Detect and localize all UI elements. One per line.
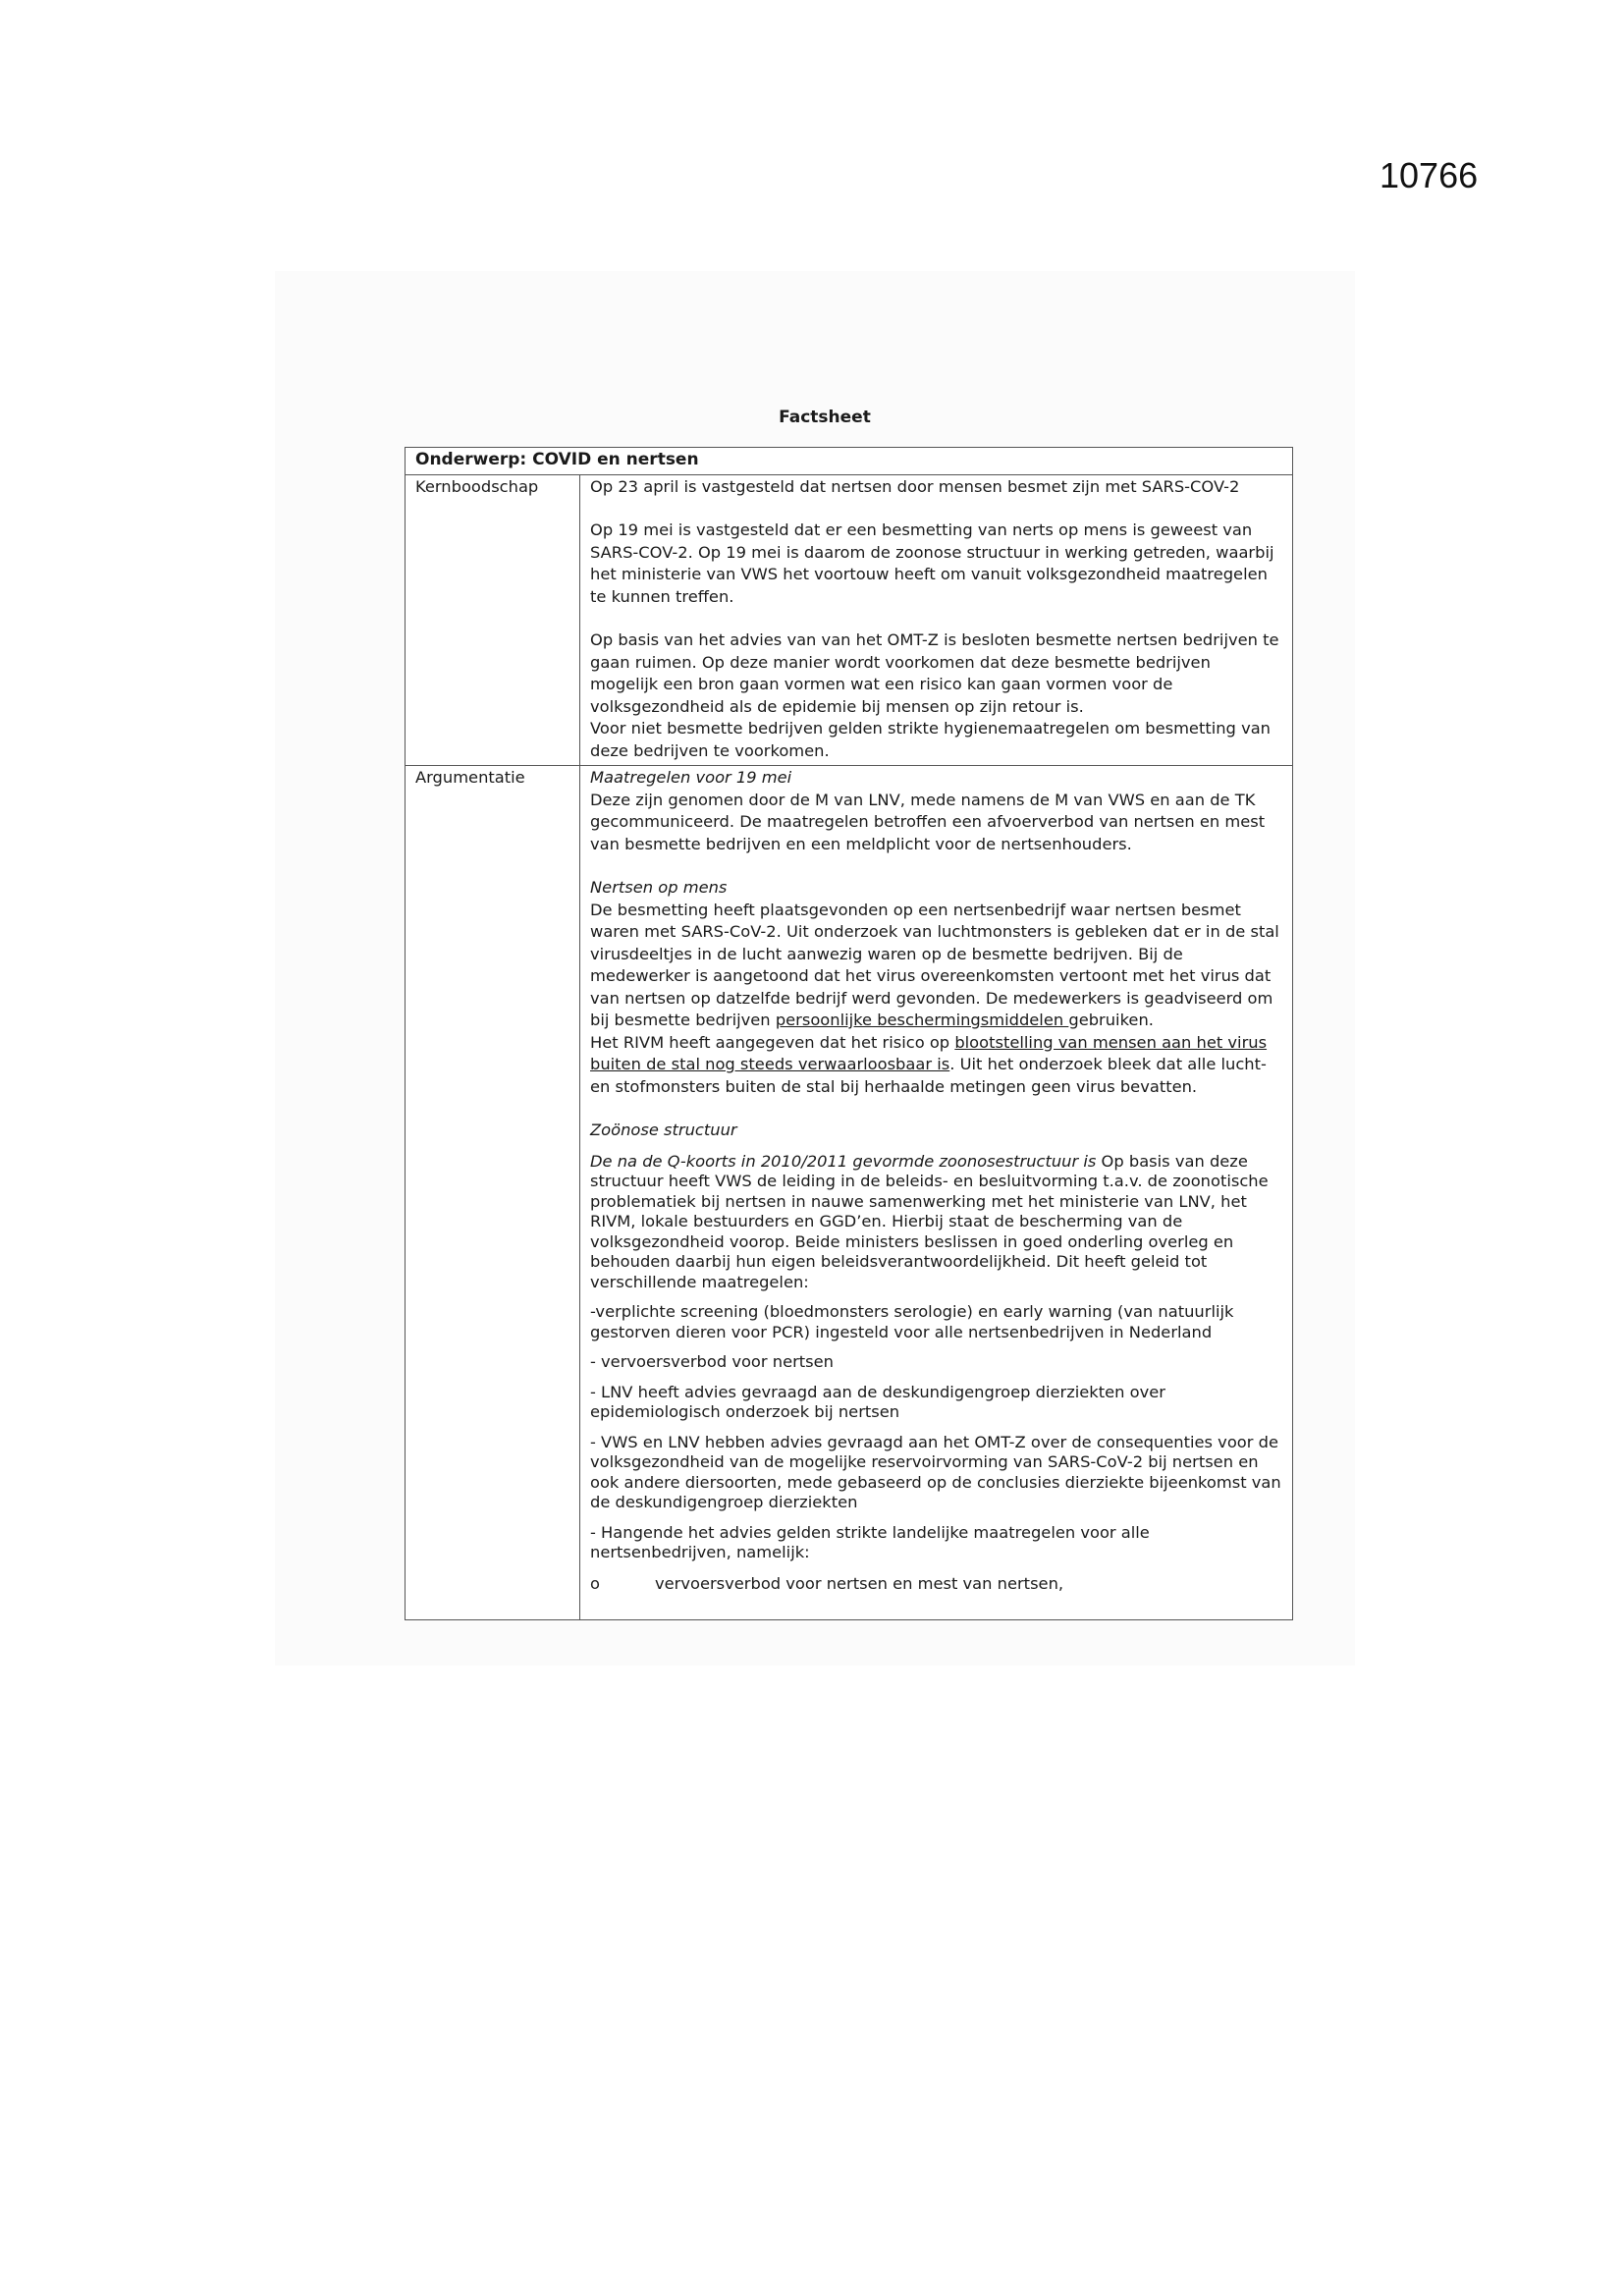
paragraph-text: . Uit het onderzoek bleek dat alle lucht- en stofmonsters buiten de stal bij herhaalde metingen geen virus bevatten.	[590, 1055, 1267, 1096]
subject-row	[406, 448, 1293, 475]
argumentatie-label: Argumentatie	[406, 766, 580, 1620]
paragraph-text: Op basis van deze structuur heeft VWS de leiding in de beleids- en besluitvorming t.a.v. de zoonotische problematiek bij nertsen in nauwe samenwerking met het ministerie van LNV, het RIVM, lokale bestuurders en GGD’en. Hierbij staat de bescherming van de volksgezondheid voorop. Beide ministers beslissen in goed onderling overleg en behouden daarbij hun eigen beleidsverantwoordelijkheid. Dit heeft geleid tot verschillende maatregelen:	[590, 1151, 1269, 1291]
measure-item: - vervoersverbod voor nertsen	[590, 1352, 834, 1371]
argumentatie-paragraph: Deze zijn genomen door de M van LNV, mede namens de M van VWS en aan de TK gecommuniceerd. De maatregelen betroffen een afvoerverbod van nertsen en mest van besmette bedrijven en een meldplicht voor de nertsenhouders.	[590, 790, 1266, 853]
measure-item: - Hangende het advies gelden strikte landelijke maatregelen voor alle nertsenbedrijven, namelijk:	[590, 1522, 1150, 1561]
bullet-item	[590, 1573, 1282, 1596]
paragraph-text: gebruiken.	[1068, 1011, 1154, 1029]
paragraph-text: De besmetting heeft plaatsgevonden op een nertsenbedrijf waar nertsen besmet waren met SARS-CoV-2. Uit onderzoek van luchtmonsters is gebleken dat er in de stal virusdeeltjes in de lucht aanwezig waren op de besmette bedrijven. Bij de medewerker is aangetoond dat het virus overeenkomsten vertoont met het virus dat van nertsen op datzelfde bedrijf werd gevonden. De medewerkers is geadviseerd om bij besmette bedrijven	[590, 900, 1279, 1029]
measure-item: - LNV heeft advies gevraagd aan de deskundigengroep dierziekten over epidemiologisch onderzoek bij nertsen	[590, 1382, 1165, 1421]
document-number: 10766	[1380, 155, 1479, 195]
bullet-marker: o	[590, 1573, 600, 1593]
argumentatie-paragraph	[590, 1032, 1282, 1099]
kernboodschap-content	[580, 474, 1293, 766]
underlined-text: persoonlijke beschermingsmiddelen	[775, 1011, 1069, 1029]
kernboodschap-paragraph: Op 23 april is vastgesteld dat nertsen door mensen besmet zijn met SARS-COV-2	[590, 476, 1240, 496]
underlined-text: blootstelling van mensen aan het virus buiten de stal nog steeds verwaarloosbaar is	[590, 1032, 1268, 1073]
measure-item: -verplichte screening (bloedmonsters serologie) en early warning (van natuurlijk gestorven dieren voor PCR) ingesteld voor alle nertsenbedrijven in Nederland	[590, 1302, 1234, 1341]
kernboodschap-label: Kernboodschap	[406, 474, 580, 766]
section-heading: Maatregelen voor 19 mei	[590, 768, 792, 787]
subject-heading: Onderwerp: COVID en nertsen	[406, 448, 1293, 475]
argumentatie-row	[406, 766, 1293, 1620]
paragraph-text: Het RIVM heeft aangegeven dat het risico op	[590, 1032, 955, 1052]
measure-item: - VWS en LNV hebben advies gevraagd aan het OMT-Z over de consequenties voor de volksgezondheid van de mogelijke reservoirvorming van SARS-CoV-2 bij nertsen en ook andere diersoorten, mede gebaseerd op de conclusies dierziekte bijeenkomst van de deskundigengroep dierziekten	[590, 1432, 1281, 1511]
factsheet-table	[405, 447, 1293, 1620]
kernboodschap-paragraph: Voor niet besmette bedrijven gelden strikte hygienemaatregelen om besmetting van deze bedrijven te voorkomen.	[590, 719, 1271, 760]
section-heading: Zoönose structuur	[590, 1121, 737, 1139]
argumentatie-paragraph	[590, 1152, 1282, 1293]
kernboodschap-paragraph: Op basis van het advies van van het OMT-Z is besloten besmette nertsen bedrijven te gaan ruimen. Op deze manier wordt voorkomen dat deze besmette bedrijven mogelijk een bron gaan vormen wat een risico kan gaan vormen voor de volksgezondheid als de epidemie bij mensen op zijn retour is.	[590, 630, 1279, 716]
argumentatie-paragraph	[590, 900, 1282, 1032]
page-title: Factsheet	[779, 408, 871, 427]
kernboodschap-paragraph: Op 19 mei is vastgesteld dat er een besmetting van nerts op mens is geweest van SARS-COV-2. Op 19 mei is daarom de zoonose structuur in werking getreden, waarbij het ministerie van VWS het voortouw heeft om vanuit volksgezondheid maatregelen te kunnen treffen.	[590, 520, 1274, 606]
kernboodschap-row	[406, 474, 1293, 766]
section-heading: Nertsen op mens	[590, 878, 728, 897]
bullet-text: vervoersverbod voor nertsen en mest van nertsen,	[655, 1573, 1064, 1593]
argumentatie-content	[580, 766, 1293, 1620]
italic-text: De na de Q-koorts in 2010/2011 gevormde zoonosestructuur is	[590, 1151, 1097, 1171]
